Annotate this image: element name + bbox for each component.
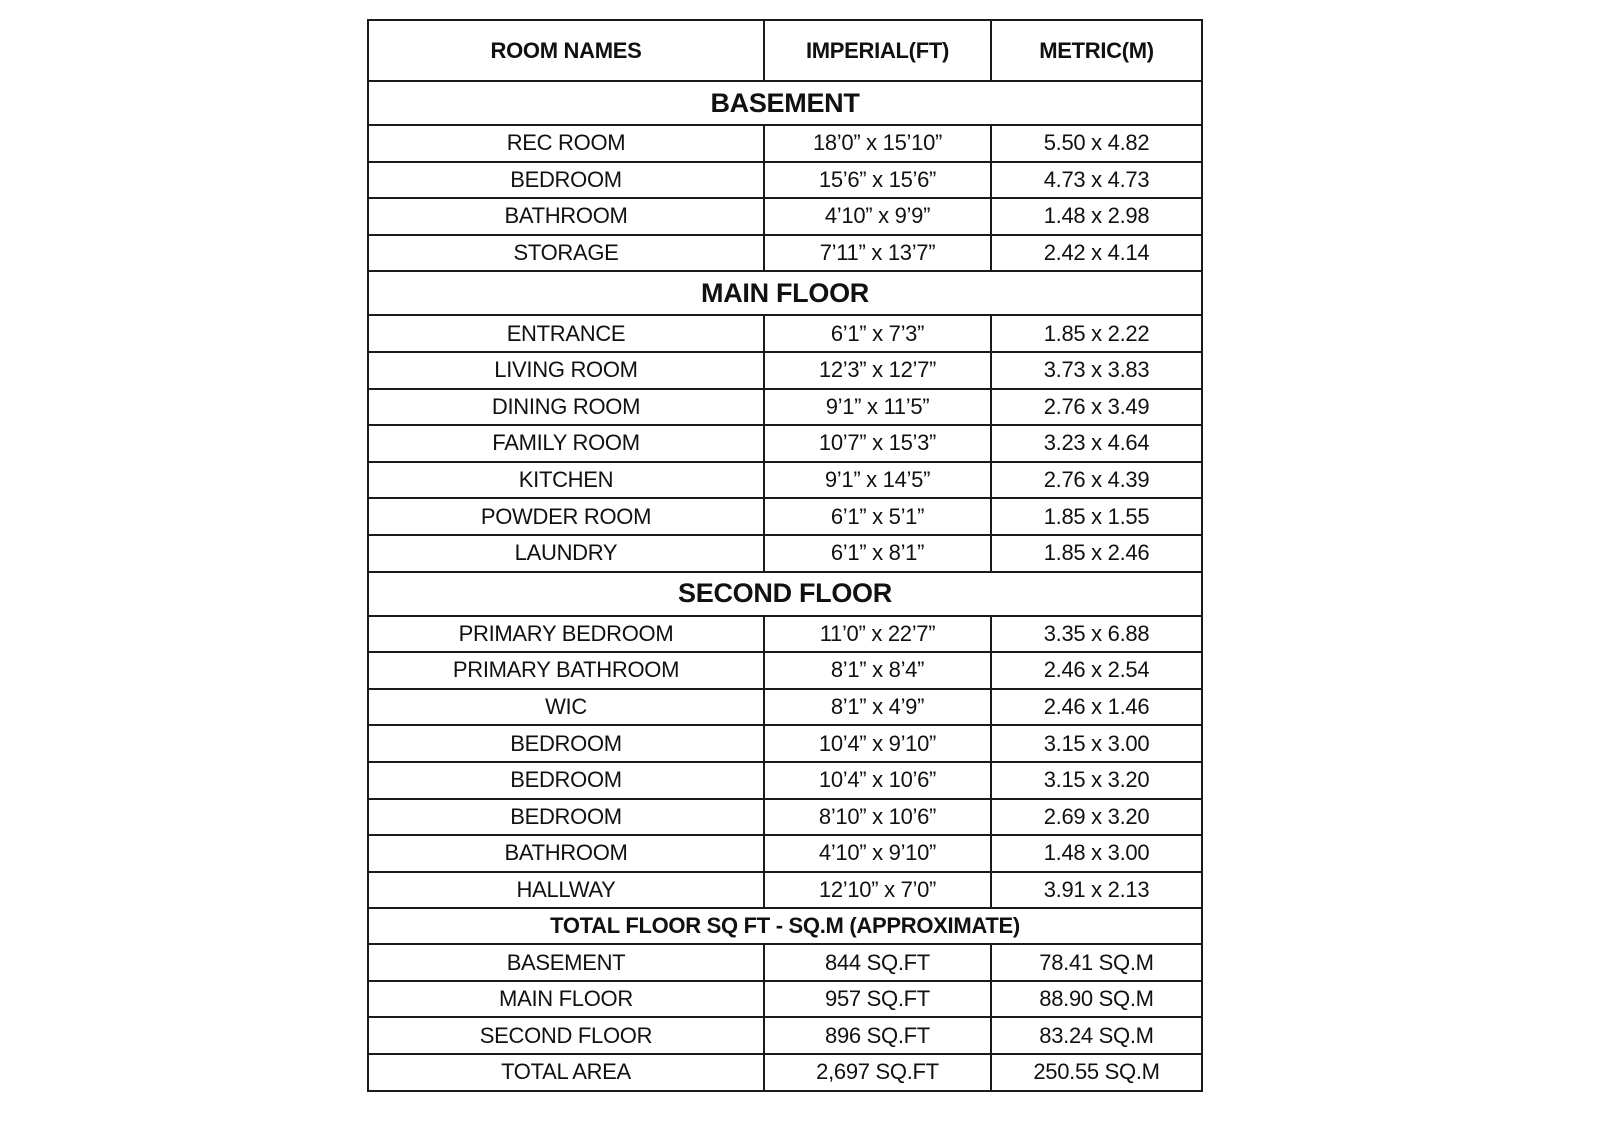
room-name-cell: FAMILY ROOM [368, 425, 764, 462]
imperial-cell: 15’6” x 15’6” [764, 162, 991, 199]
table-row [368, 352, 1202, 389]
metric-cell: 1.85 x 2.46 [991, 535, 1202, 572]
room-name-cell: WIC [368, 689, 764, 726]
room-name-cell: BEDROOM [368, 725, 764, 762]
room-name-cell: BEDROOM [368, 762, 764, 799]
room-name-cell: BEDROOM [368, 162, 764, 199]
metric-cell: 3.91 x 2.13 [991, 872, 1202, 909]
table-row [368, 425, 1202, 462]
header-row [368, 20, 1202, 81]
section-title: BASEMENT [368, 81, 1202, 125]
imperial-cell: 957 SQ.FT [764, 981, 991, 1018]
metric-cell: 2.76 x 4.39 [991, 462, 1202, 499]
metric-cell: 1.48 x 2.98 [991, 198, 1202, 235]
table-row [368, 616, 1202, 653]
table-row [368, 498, 1202, 535]
imperial-cell: 8’10” x 10’6” [764, 799, 991, 836]
table-row [368, 725, 1202, 762]
imperial-cell: 8’1” x 8’4” [764, 652, 991, 689]
metric-cell: 2.76 x 3.49 [991, 389, 1202, 426]
table-row [368, 235, 1202, 272]
room-name-cell: MAIN FLOOR [368, 981, 764, 1018]
table-row [368, 689, 1202, 726]
metric-cell: 3.15 x 3.00 [991, 725, 1202, 762]
metric-cell: 78.41 SQ.M [991, 944, 1202, 981]
imperial-cell: 6’1” x 7’3” [764, 315, 991, 352]
section-header-row [368, 908, 1202, 944]
metric-cell: 1.85 x 1.55 [991, 498, 1202, 535]
imperial-cell: 11’0” x 22’7” [764, 616, 991, 653]
table-row [368, 1017, 1202, 1054]
imperial-cell: 12’3” x 12’7” [764, 352, 991, 389]
section-header-row [368, 572, 1202, 616]
room-name-cell: SECOND FLOOR [368, 1017, 764, 1054]
room-name-cell: LIVING ROOM [368, 352, 764, 389]
room-name-cell: KITCHEN [368, 462, 764, 499]
metric-cell: 3.15 x 3.20 [991, 762, 1202, 799]
room-name-cell: BASEMENT [368, 944, 764, 981]
table-row [368, 799, 1202, 836]
imperial-cell: 10’7” x 15’3” [764, 425, 991, 462]
metric-cell: 3.73 x 3.83 [991, 352, 1202, 389]
room-name-cell: REC ROOM [368, 125, 764, 162]
imperial-cell: 896 SQ.FT [764, 1017, 991, 1054]
table-row [368, 872, 1202, 909]
imperial-cell: 18’0” x 15’10” [764, 125, 991, 162]
room-name-cell: STORAGE [368, 235, 764, 272]
imperial-cell: 6’1” x 5’1” [764, 498, 991, 535]
table-row [368, 762, 1202, 799]
room-dimensions-table [367, 19, 1203, 1092]
metric-cell: 250.55 SQ.M [991, 1054, 1202, 1091]
section-title: MAIN FLOOR [368, 271, 1202, 315]
table-row [368, 835, 1202, 872]
room-name-cell: POWDER ROOM [368, 498, 764, 535]
metric-cell: 3.23 x 4.64 [991, 425, 1202, 462]
imperial-cell: 9’1” x 11’5” [764, 389, 991, 426]
section-header-row [368, 271, 1202, 315]
room-name-cell: TOTAL AREA [368, 1054, 764, 1091]
table-row [368, 462, 1202, 499]
imperial-cell: 2,697 SQ.FT [764, 1054, 991, 1091]
room-name-cell: PRIMARY BEDROOM [368, 616, 764, 653]
table-row [368, 535, 1202, 572]
room-name-cell: DINING ROOM [368, 389, 764, 426]
room-name-cell: ENTRANCE [368, 315, 764, 352]
metric-cell: 83.24 SQ.M [991, 1017, 1202, 1054]
section-header-row [368, 81, 1202, 125]
metric-cell: 4.73 x 4.73 [991, 162, 1202, 199]
metric-cell: 1.85 x 2.22 [991, 315, 1202, 352]
section-title: SECOND FLOOR [368, 572, 1202, 616]
metric-cell: 2.46 x 1.46 [991, 689, 1202, 726]
table-row [368, 162, 1202, 199]
table-row [368, 389, 1202, 426]
metric-cell: 2.46 x 2.54 [991, 652, 1202, 689]
header-room-names: ROOM NAMES [368, 20, 764, 81]
imperial-cell: 7’11” x 13’7” [764, 235, 991, 272]
imperial-cell: 8’1” x 4’9” [764, 689, 991, 726]
room-name-cell: HALLWAY [368, 872, 764, 909]
imperial-cell: 844 SQ.FT [764, 944, 991, 981]
table-row [368, 198, 1202, 235]
room-name-cell: LAUNDRY [368, 535, 764, 572]
imperial-cell: 9’1” x 14’5” [764, 462, 991, 499]
table-row [368, 125, 1202, 162]
imperial-cell: 4’10” x 9’10” [764, 835, 991, 872]
imperial-cell: 6’1” x 8’1” [764, 535, 991, 572]
metric-cell: 5.50 x 4.82 [991, 125, 1202, 162]
metric-cell: 2.69 x 3.20 [991, 799, 1202, 836]
metric-cell: 88.90 SQ.M [991, 981, 1202, 1018]
imperial-cell: 12’10” x 7’0” [764, 872, 991, 909]
header-imperial: IMPERIAL(FT) [764, 20, 991, 81]
imperial-cell: 10’4” x 10’6” [764, 762, 991, 799]
table-row [368, 981, 1202, 1018]
room-name-cell: BATHROOM [368, 198, 764, 235]
header-metric: METRIC(M) [991, 20, 1202, 81]
room-name-cell: PRIMARY BATHROOM [368, 652, 764, 689]
room-name-cell: BEDROOM [368, 799, 764, 836]
table-row [368, 1054, 1202, 1091]
table-row [368, 315, 1202, 352]
metric-cell: 1.48 x 3.00 [991, 835, 1202, 872]
section-title: TOTAL FLOOR SQ FT - SQ.M (APPROXIMATE) [368, 908, 1202, 944]
metric-cell: 3.35 x 6.88 [991, 616, 1202, 653]
table-row [368, 944, 1202, 981]
imperial-cell: 10’4” x 9’10” [764, 725, 991, 762]
room-name-cell: BATHROOM [368, 835, 764, 872]
table-row [368, 652, 1202, 689]
imperial-cell: 4’10” x 9’9” [764, 198, 991, 235]
metric-cell: 2.42 x 4.14 [991, 235, 1202, 272]
